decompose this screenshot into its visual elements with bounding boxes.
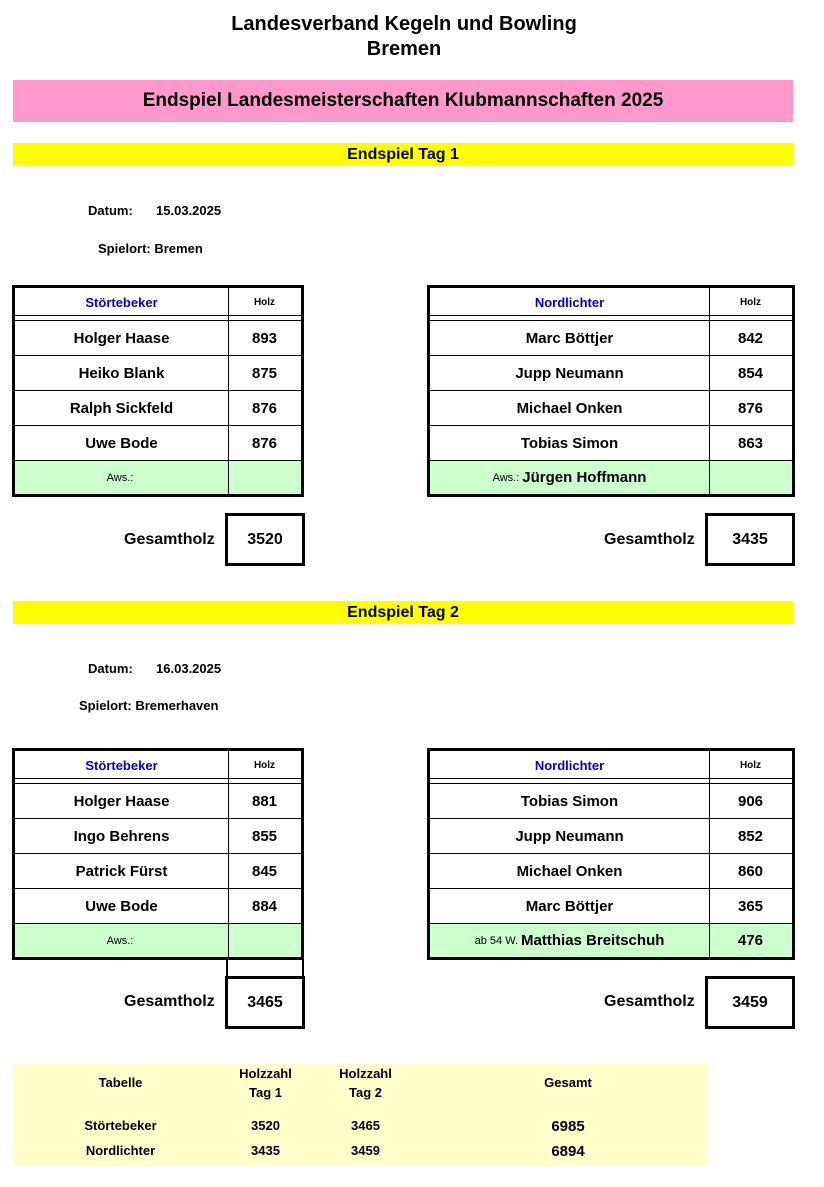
substitute-row xyxy=(15,460,301,494)
day1-venue-label: Spielort: xyxy=(98,241,151,256)
substitute-row xyxy=(430,460,792,494)
substitute-row xyxy=(430,923,792,957)
summary-table xyxy=(13,1063,707,1165)
summary-row-day1: 3435 xyxy=(251,1143,280,1158)
day1-date: 15.03.2025 xyxy=(156,203,222,218)
day2-title: Endspiel Tag 2 xyxy=(347,603,459,621)
table-row xyxy=(430,355,792,390)
table-row xyxy=(430,818,792,853)
table-row xyxy=(430,888,792,923)
day1-venue: Bremen xyxy=(154,241,203,256)
player-holz: 854 xyxy=(737,364,764,382)
day1-left-total-label: Gesamtholz xyxy=(124,531,215,548)
substitute-name: Matthias Breitschuh xyxy=(521,932,665,949)
day2-left-team-name: Störtebeker xyxy=(85,757,158,773)
substitute-holz xyxy=(228,924,301,957)
organization-title xyxy=(0,12,808,62)
player-holz: 863 xyxy=(737,434,764,452)
day1-right-holz-header: Holz xyxy=(739,296,762,308)
table-row xyxy=(15,888,301,923)
day1-right-total: 3435 xyxy=(705,513,795,566)
summary-row-team: Störtebeker xyxy=(84,1118,157,1133)
day2-date-row xyxy=(88,661,221,676)
substitute-holz xyxy=(709,461,792,494)
table-row xyxy=(430,783,792,818)
player-holz: 881 xyxy=(251,792,278,810)
player-name: Holger Haase xyxy=(73,329,170,347)
substitute-label: ab 54 W. xyxy=(474,934,519,947)
player-name: Holger Haase xyxy=(73,792,170,810)
player-name: Tobias Simon xyxy=(520,792,619,810)
summary-row-total: 6985 xyxy=(551,1118,585,1135)
day1-title-banner xyxy=(13,143,793,166)
day2-right-team-table xyxy=(427,748,795,960)
summary-row-day2: 3459 xyxy=(351,1143,380,1158)
summary-row-team: Nordlichter xyxy=(85,1143,156,1158)
player-holz: 876 xyxy=(251,434,278,452)
day2-right-team-name: Nordlichter xyxy=(534,757,605,773)
day1-date-row xyxy=(88,203,221,218)
substitute-holz: 476 xyxy=(737,932,764,949)
player-holz: 876 xyxy=(251,399,278,417)
event-title: Endspiel Landesmeisterschaften Klubmannschaften 2025 xyxy=(142,90,664,111)
player-name: Marc Böttjer xyxy=(525,897,614,915)
day2-left-team-table xyxy=(12,748,304,960)
day2-venue-row xyxy=(79,698,218,713)
player-holz: 884 xyxy=(251,897,278,915)
day1-left-team-table xyxy=(12,285,304,497)
summary-header-day1: Holzzahl Tag 1 xyxy=(239,1066,292,1100)
table-row xyxy=(15,390,301,425)
player-holz: 852 xyxy=(737,827,764,845)
summary-header-total: Gesamt xyxy=(544,1075,592,1090)
day2-date: 16.03.2025 xyxy=(156,661,222,676)
organization-line-2: Bremen xyxy=(366,38,442,60)
player-name: Uwe Bode xyxy=(85,434,158,452)
player-holz: 875 xyxy=(251,364,278,382)
player-name: Tobias Simon xyxy=(520,434,619,452)
summary-row-day1: 3520 xyxy=(251,1118,280,1133)
player-name: Jupp Neumann xyxy=(515,364,624,382)
table-row xyxy=(15,320,301,355)
table-row xyxy=(15,425,301,460)
day1-left-holz-header: Holz xyxy=(253,296,276,308)
table-row xyxy=(430,390,792,425)
player-holz: 906 xyxy=(737,792,764,810)
day2-venue-label: Spielort: xyxy=(79,698,132,713)
table-row xyxy=(15,355,301,390)
table-row xyxy=(430,425,792,460)
summary-header-day2: Holzzahl Tag 2 xyxy=(339,1066,392,1100)
player-name: Patrick Fürst xyxy=(75,862,168,880)
player-name: Ingo Behrens xyxy=(73,827,170,845)
table-row xyxy=(430,853,792,888)
day2-left-connector xyxy=(226,959,304,977)
table-row xyxy=(430,320,792,355)
player-name: Jupp Neumann xyxy=(515,827,624,845)
event-title-banner xyxy=(13,80,793,122)
substitute-label: Aws.: xyxy=(106,471,134,484)
player-holz: 860 xyxy=(737,862,764,880)
summary-row-total: 6894 xyxy=(551,1143,585,1160)
player-holz: 855 xyxy=(251,827,278,845)
table-row xyxy=(15,783,301,818)
player-name: Michael Onken xyxy=(516,862,623,880)
player-holz: 876 xyxy=(737,399,764,417)
substitute-holz xyxy=(228,461,301,494)
substitute-name: Jürgen Hoffmann xyxy=(522,469,647,486)
day1-title: Endspiel Tag 1 xyxy=(347,145,459,163)
table-row xyxy=(15,853,301,888)
substitute-row xyxy=(15,923,301,957)
player-holz: 842 xyxy=(737,329,764,347)
day1-right-total-label: Gesamtholz xyxy=(604,531,695,548)
day1-right-team-table xyxy=(427,285,795,497)
day1-right-team-name: Nordlichter xyxy=(534,294,605,310)
player-holz: 893 xyxy=(251,329,278,347)
day1-left-team-name: Störtebeker xyxy=(85,294,158,310)
day2-left-total-label: Gesamtholz xyxy=(124,993,215,1010)
organization-line-1: Landesverband Kegeln und Bowling xyxy=(231,13,577,35)
summary-header-table: Tabelle xyxy=(98,1075,143,1090)
player-name: Heiko Blank xyxy=(78,364,165,382)
day1-venue-row xyxy=(98,241,203,256)
player-name: Ralph Sickfeld xyxy=(69,399,174,417)
day2-date-label: Datum: xyxy=(88,661,133,676)
day2-right-total: 3459 xyxy=(705,976,795,1029)
day1-left-total: 3520 xyxy=(225,513,305,566)
day2-venue: Bremerhaven xyxy=(135,698,219,713)
day1-date-label: Datum: xyxy=(88,203,133,218)
day2-right-total-label: Gesamtholz xyxy=(604,993,695,1010)
player-name: Michael Onken xyxy=(516,399,623,417)
summary-row-day2: 3465 xyxy=(351,1118,380,1133)
substitute-label: Aws.: xyxy=(106,934,134,947)
day2-title-banner xyxy=(13,601,793,624)
player-name: Marc Böttjer xyxy=(525,329,614,347)
player-holz: 845 xyxy=(251,862,278,880)
table-row xyxy=(15,818,301,853)
day2-left-total: 3465 xyxy=(225,976,305,1029)
day2-left-holz-header: Holz xyxy=(253,759,276,771)
day2-right-holz-header: Holz xyxy=(739,759,762,771)
substitute-label: Aws.: xyxy=(492,471,520,484)
player-name: Uwe Bode xyxy=(85,897,158,915)
player-holz: 365 xyxy=(737,897,764,915)
